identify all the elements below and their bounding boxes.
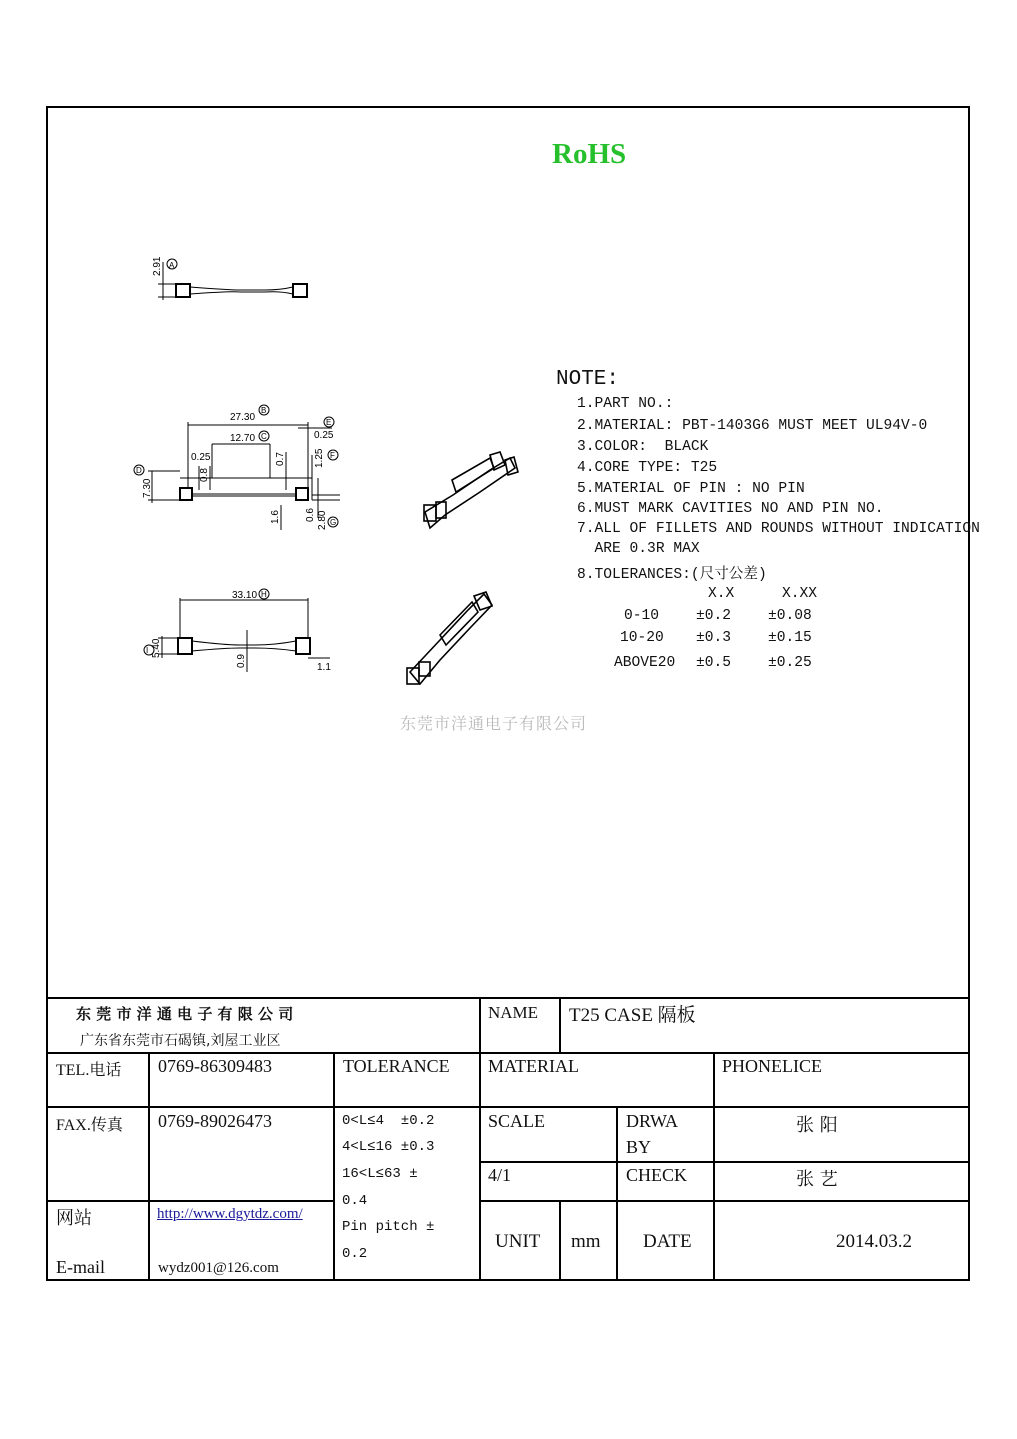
tolerance-line-2: 4<L≤16 ±0.3 (342, 1139, 435, 1155)
email-label: E-mail (56, 1257, 105, 1277)
fax-value: 0769-89026473 (158, 1111, 272, 1131)
check-label: CHECK (626, 1165, 688, 1185)
tolerance-line-5: Pin pitch ± (342, 1219, 435, 1235)
note-line-7: 7.ALL OF FILLETS AND ROUNDS WITHOUT INDICATION (577, 521, 980, 537)
drwa-label: DRWA (626, 1111, 679, 1131)
company-address: 广东省东莞市石碣镇,刘屋工业区 (80, 1033, 281, 1049)
dim-left-small: 0.25 (191, 452, 211, 463)
tol-header-xx: X.X (708, 586, 735, 602)
dim-overall-width: 27.30 (230, 412, 256, 423)
note-line-4: 4.CORE TYPE: T25 (577, 460, 718, 476)
website-link[interactable]: http://www.dgytdz.com/ (157, 1206, 303, 1222)
tol-row-xxx: ±0.25 (768, 655, 812, 671)
scale-value: 4/1 (488, 1165, 512, 1185)
tolerance-line-6: 0.2 (342, 1246, 368, 1262)
dim-bottom-right-b: 2.80 (317, 510, 328, 530)
title-block-divider (46, 1200, 333, 1202)
dim-inner-width: 12.70 (230, 433, 256, 444)
title-block-vertical (616, 1200, 618, 1281)
dim-side-height: 7.30 (142, 478, 153, 498)
date-value: 2014.03.2 (836, 1231, 912, 1252)
title-block-top-border (46, 997, 970, 999)
note-line-7b: ARE 0.3R MAX (577, 541, 700, 557)
dim-bottom-right: 1.1 (317, 662, 331, 673)
dim-bottom-side-ref: I (146, 646, 149, 655)
company-watermark: 东莞市洋通电子有限公司 (400, 714, 588, 733)
scale-label: SCALE (488, 1111, 546, 1131)
tol-row-xxx: ±0.15 (768, 630, 812, 646)
title-block-vertical (616, 1106, 618, 1201)
company-name: 东 莞 市 洋 通 电 子 有 限 公 司 (76, 1005, 294, 1023)
note-line-6: 6.MUST MARK CAVITIES NO AND PIN NO. (577, 501, 884, 517)
tol-row-range: 0-10 (624, 608, 660, 624)
rohs-mark: RoHS (552, 138, 627, 170)
title-block-divider (480, 1200, 970, 1202)
dim-inner-ref: C (261, 432, 267, 441)
dim-bottom-left: 1.6 (270, 510, 281, 524)
tol-row-xx: ±0.2 (696, 608, 732, 624)
website-label: 网站 (56, 1208, 92, 1229)
tolerance-label: TOLERANCE (343, 1056, 450, 1076)
tel-label: TEL.电话 (56, 1062, 122, 1079)
dim-top-height: 2.91 (152, 256, 163, 276)
note-line-3: 3.COLOR: BLACK (577, 439, 709, 455)
note-line-5: 5.MATERIAL OF PIN : NO PIN (577, 481, 805, 497)
title-block-divider (46, 1052, 970, 1054)
tel-value: 0769-86309483 (158, 1056, 272, 1076)
tol-row-xx: ±0.3 (696, 630, 732, 646)
material-label: MATERIAL (488, 1056, 579, 1076)
top-view-drawing (158, 259, 307, 300)
dim-bottom-width: 33.10 (232, 590, 258, 601)
dim-right-small-ref: E (326, 418, 332, 427)
tol-header-xxx: X.XX (782, 586, 818, 602)
dim-side-ref: D (136, 466, 142, 475)
note-line-2: 2.MATERIAL: PBT-1403G6 MUST MEET UL94V-0 (577, 418, 928, 434)
dim-bottom-side: 5.40 (151, 638, 162, 658)
name-label: NAME (488, 1003, 539, 1022)
dim-bottom-right-a: 0.6 (305, 508, 316, 522)
title-block-vertical (479, 997, 481, 1281)
phonelice-label: PHONELICE (722, 1056, 822, 1076)
part-name: T25 CASE 隔板 (569, 1005, 696, 1026)
notes-title: NOTE: (556, 368, 620, 391)
date-label: DATE (643, 1231, 692, 1252)
dim-bottom-width-ref: H (261, 590, 267, 599)
dim-overall-ref: B (261, 406, 267, 415)
tol-row-range: ABOVE20 (614, 655, 676, 671)
tol-row-xx: ±0.5 (696, 655, 732, 671)
title-block-divider (480, 1161, 970, 1163)
tolerance-line-1: 0<L≤4 ±0.2 (342, 1113, 435, 1129)
dim-right-height-ref: F (330, 451, 335, 460)
title-block-vertical (333, 1052, 335, 1281)
tol-row-range: 10-20 (620, 630, 664, 646)
title-block-vertical (713, 1052, 715, 1281)
isometric-view-1 (424, 452, 518, 528)
drawn-by: 张 阳 (796, 1115, 838, 1136)
by-label: BY (626, 1137, 652, 1157)
dim-right-small: 0.25 (314, 430, 334, 441)
dim-top-ref: A (169, 261, 175, 270)
dim-left-small-h: 0.8 (199, 468, 210, 482)
note-line-1: 1.PART NO.: (577, 396, 674, 412)
dim-center-h: 0.7 (275, 452, 286, 466)
email-value: wydz001@126.com (158, 1260, 279, 1276)
title-block-divider (46, 1106, 970, 1108)
tol-row-xxx: ±0.08 (768, 608, 812, 624)
dim-bottom-right-ref: G (330, 518, 337, 527)
title-block-vertical (559, 997, 561, 1053)
title-block-vertical (148, 1052, 150, 1281)
tolerance-line-3: 16<L≤63 ± (342, 1166, 418, 1182)
unit-value: mm (571, 1231, 601, 1252)
note-line-8: 8.TOLERANCES:(尺寸公差) (577, 567, 767, 583)
checked-by: 张 艺 (796, 1169, 838, 1190)
title-block-vertical (559, 1200, 561, 1281)
tolerance-line-4: 0.4 (342, 1193, 368, 1209)
isometric-view-2 (407, 592, 492, 684)
dim-right-height: 1.25 (314, 448, 325, 468)
dim-bottom-center: 0.9 (236, 654, 247, 668)
fax-label: FAX.传真 (56, 1117, 123, 1134)
unit-label: UNIT (495, 1231, 541, 1252)
